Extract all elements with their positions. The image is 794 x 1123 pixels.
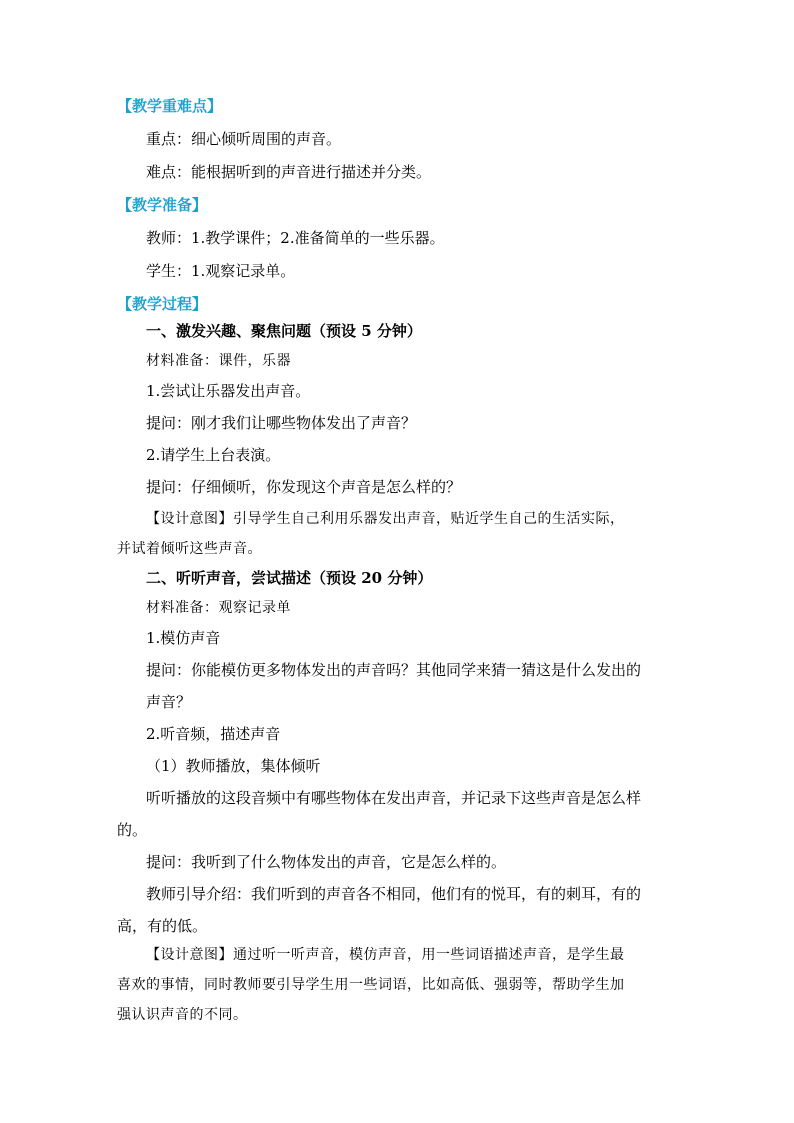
part1-intent-line: 【设计意图】引导学生自己利用乐器发出声音，贴近学生自己的生活实际， xyxy=(146,511,625,527)
part1-materials: 材料准备：课件，乐器 xyxy=(146,353,291,369)
part2-line: 的。 xyxy=(117,821,148,839)
part1-intent-line: 并试着倾听这些声音。 xyxy=(117,541,262,557)
heading-preparation: 【教学准备】 xyxy=(117,196,208,214)
part2-line: 1.模仿声音 xyxy=(146,629,221,647)
part1-line: 2.请学生上台表演。 xyxy=(146,446,281,464)
part2-intent-line: 喜欢的事情，同时教师要引导学生用一些词语，比如高低、强弱等，帮助学生加 xyxy=(117,977,625,993)
part2-line: （1）教师播放，集体倾听 xyxy=(146,757,321,775)
heading-process: 【教学过程】 xyxy=(117,295,208,313)
part2-line: 听听播放的这段音频中有哪些物体在发出声音，并记录下这些声音是怎么样 xyxy=(146,789,642,807)
part2-line: 教师引导介绍：我们听到的声音各不相同，他们有的悦耳，有的刺耳，有的 xyxy=(146,885,642,903)
part2-line: 提问：我听到了什么物体发出的声音，它是怎么样的。 xyxy=(146,853,507,871)
student-prep-line: 学生：1.观察记录单。 xyxy=(146,262,296,280)
part2-line: 2.听音频，描述声音 xyxy=(146,725,281,743)
part2-line: 高，有的低。 xyxy=(117,917,208,935)
teacher-prep-line: 教师：1.教学课件；2.准备简单的一些乐器。 xyxy=(146,229,445,247)
key-point-line: 重点：细心倾听周围的声音。 xyxy=(146,130,342,148)
part1-title: 一、激发兴趣、聚焦问题（预设 5 分钟） xyxy=(146,322,422,340)
part2-line: 提问：你能模仿更多物体发出的声音吗？其他同学来猜一猜这是什么发出的 xyxy=(146,661,642,679)
part2-materials: 材料准备：观察记录单 xyxy=(146,600,291,616)
part2-title: 二、听听声音，尝试描述（预设 20 分钟） xyxy=(146,569,433,587)
part2-intent-line: 【设计意图】通过听一听声音，模仿声音，用一些词语描述声音，是学生最 xyxy=(146,947,625,963)
part1-line: 1.尝试让乐器发出声音。 xyxy=(146,382,311,400)
difficulty-line: 难点：能根据听到的声音进行描述并分类。 xyxy=(146,163,432,181)
part1-line: 提问：刚才我们让哪些物体发出了声音？ xyxy=(146,414,417,432)
heading-key-points: 【教学重难点】 xyxy=(117,97,223,115)
part1-line: 提问：仔细倾听，你发现这个声音是怎么样的？ xyxy=(146,478,462,496)
part2-intent-line: 强认识声音的不同。 xyxy=(117,1007,248,1023)
part2-line: 声音？ xyxy=(146,693,192,711)
